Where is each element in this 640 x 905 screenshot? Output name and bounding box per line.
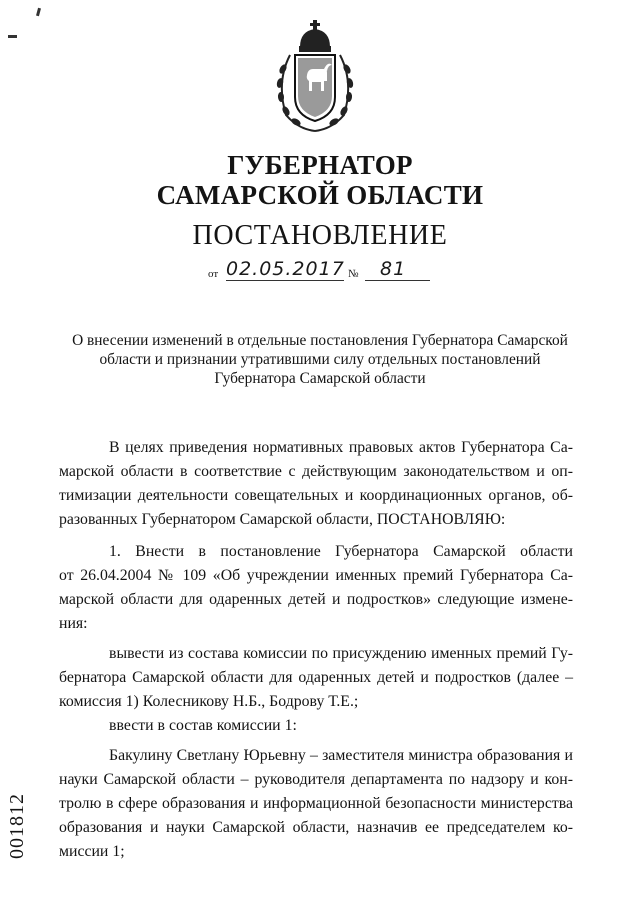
- body-line: марской области в соответствие с действующим законодательством и оп-: [59, 463, 573, 480]
- body-line: Бакулину Светлану Юрьевну – заместителя министра образования и: [109, 747, 573, 764]
- coat-of-arms-emblem: [270, 17, 360, 135]
- subject-line: Губернатора Самарской области: [214, 370, 426, 387]
- authority-title-line-1: ГУБЕРНАТОР: [227, 150, 413, 180]
- body-line: марской области для одаренных детей и подростков» следующие измене-: [59, 591, 573, 608]
- body-line: ния:: [59, 615, 88, 632]
- document-subject: [60, 331, 580, 388]
- number-underline: [365, 280, 430, 281]
- body-line: тролю в сфере образования и информационной безопасности министерства: [59, 795, 573, 812]
- handwritten-number: 81: [380, 258, 407, 280]
- handwritten-date: 02.05.2017: [226, 258, 345, 280]
- body-line: бернатора Самарской области для одаренных детей и подростков (далее –: [59, 669, 573, 686]
- authority-title-line-2: САМАРСКОЙ ОБЛАСТИ: [156, 180, 484, 210]
- side-serial-number: 001812: [6, 793, 28, 859]
- body-line: от 26.04.2004 № 109 «Об учреждении именных премий Губернатора Са-: [59, 567, 573, 584]
- body-line: В целях приведения нормативных правовых актов Губернатора Са-: [109, 439, 573, 456]
- body-line: ввести в состав комиссии 1:: [109, 717, 297, 734]
- scan-mark: [8, 35, 17, 38]
- date-prefix: от: [208, 268, 219, 280]
- body-line: науки Самарской области – руководителя департамента по надзору и кон-: [59, 771, 573, 788]
- body-line: тимизации деятельности совещательных и координационных органов, об-: [59, 487, 573, 504]
- scan-mark: [36, 8, 41, 17]
- body-line: образования и науки Самарской области, назначив ее председателем ко-: [59, 819, 573, 836]
- body-line: вывести из состава комиссии по присуждению именных премий Гу-: [109, 645, 573, 662]
- number-prefix: №: [348, 268, 359, 280]
- subject-line: области и признании утратившими силу отдельных постановлений: [99, 351, 541, 368]
- body-line: комиссия 1) Колесникову Н.Б., Бодрову Т.Е.;: [59, 693, 359, 710]
- body-line: разованных Губернатором Самарской области, ПОСТАНОВЛЯЮ:: [59, 511, 506, 528]
- document-type-heading: ПОСТАНОВЛЕНИЕ: [192, 220, 448, 251]
- date-underline: [226, 280, 344, 281]
- body-line: 1. Внести в постановление Губернатора Самарской области: [109, 543, 573, 560]
- subject-line: О внесении изменений в отдельные постановления Губернатора Самарской: [72, 332, 568, 349]
- body-line: миссии 1;: [59, 843, 125, 860]
